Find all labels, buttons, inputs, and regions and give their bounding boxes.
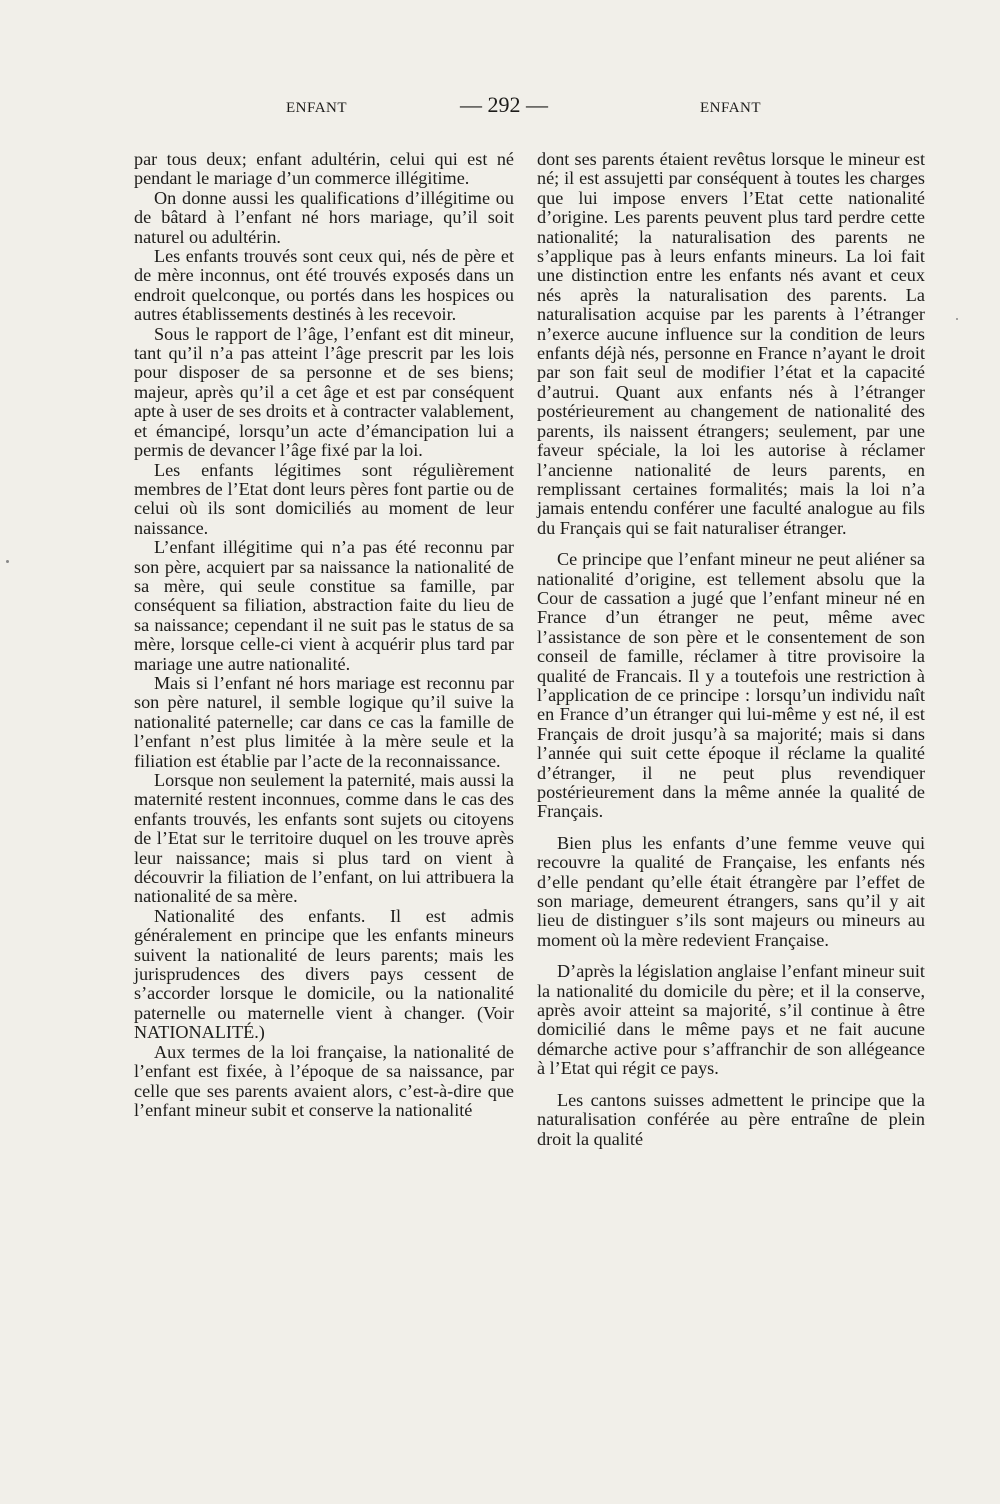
page-number: — 292 —: [460, 92, 548, 117]
right-column: [537, 150, 925, 1149]
paragraph: Sous le rapport de l’âge, l’enfant est dit mineur, tant qu’il n’a pas atteint l’âge prescrit par les lois pour disposer de sa personne et de ses biens; majeur, après qu’il a cet âge et est par conséquent apte à user de ses droits et à contracter valablement, et émancipé, lorsqu’un acte d’émancipation lui a permis de devancer l’âge fixé par la loi.: [134, 323, 514, 461]
header-left-title: ENFANT: [286, 100, 348, 116]
paper-speck: [956, 318, 958, 320]
paragraph: dont ses parents étaient revêtus lorsque le mineur est né; il est assujetti par conséquent à toutes les charges que lui impose envers l’Etat cette nationalité d’origine. Les parents peuvent plus tard perdre cette nationalité; la naturalisation des parents ne s’applique pas à leurs enfants mineurs. La loi fait une distinction entre les enfants nés avant et ceux nés après la naturalisation des parents. La naturalisation acquise par les parents à l’étranger n’exerce aucune influence sur la condition de leurs enfants déjà nés, personne en France n’ayant le droit par son fait seul de modifier l’état et la capacité d’autrui. Quant aux enfants nés à l’étranger postérieurement au changement de nationalité des parents, ils naissent étrangers; seulement, par une faveur spéciale, la loi les autorise à réclamer l’ancienne nationalité de leurs parents, en remplissant certaines formalités; mais la loi n’a jamais entendu conférer une faculté analogue au fils du Français qui se fait naturaliser étranger.: [537, 149, 925, 538]
paragraph: D’après la législation anglaise l’enfant mineur suit la nationalité du domicile du père; et il la conserve, après avoir atteint sa majorité, s’il continue à être domicilié dans le même pays et ne fait aucune démarche active pour s’affranchir de son allégeance à l’Etat qui régit ce pays.: [537, 961, 925, 1079]
paper-speck: [6, 560, 9, 563]
paragraph: par tous deux; enfant adultérin, celui qui est né pendant le mariage d’un commerce illégitime.: [134, 149, 514, 189]
paragraph: On donne aussi les qualifications d’illégitime ou de bâtard à l’enfant né hors mariage, qu’il soit naturel ou adultérin.: [134, 187, 514, 247]
paragraph: L’enfant illégitime qui n’a pas été reconnu par son père, acquiert par sa naissance la nationalité de sa mère, qui seule constitue sa famille, par conséquent sa filiation, abstraction faite du lieu de sa naissance; cependant il ne suit pas le status de sa mère, lorsque celle-ci vient à acquérir plus tard par mariage une autre nationalité.: [134, 537, 514, 674]
paragraph: Les enfants légitimes sont régulièrement membres de l’Etat dont leurs pères font partie ou de celui où ils sont domiciliés au moment de leur naissance.: [134, 459, 514, 538]
header-right-title: ENFANT: [700, 100, 762, 116]
paragraph: Bien plus les enfants d’une femme veuve qui recouvre la qualité de Française, les enfants nés d’elle pendant qu’elle était étrangère par l’effet de son mariage, demeurent étrangers, sans qu’il y ait lieu de distinguer s’ils sont majeurs ou mineurs au moment où la mère redevient Française.: [537, 832, 925, 950]
paragraph: Mais si l’enfant né hors mariage est reconnu par son père naturel, il semble logique qu’il suive la nationalité paternelle; car dans ce cas la famille de l’enfant n’est plus limitée à la mère seule et la filiation est établie par l’acte de la reconnaissance.: [134, 672, 514, 771]
paragraph: Nationalité des enfants. Il est admis généralement en principe que les enfants mineurs suivent la nationalité de leurs parents; mais les jurisprudences des divers pays cessent de s’accorder lorsque le domicile, ou la nationalité paternelle ou maternelle vient à changer. (Voir NATIONALITÉ.): [134, 905, 514, 1043]
running-header: [120, 92, 910, 126]
paragraph: Les cantons suisses admettent le principe que la naturalisation conférée au père entraîne de plein droit la qualité: [537, 1089, 925, 1149]
paragraph: Les enfants trouvés sont ceux qui, nés de père et de mère inconnus, ont été trouvés exposés dans un endroit quelconque, ou portés dans les hospices ou autres établissements destinés à les recevoir.: [134, 246, 514, 325]
paragraph: Lorsque non seulement la paternité, mais aussi la maternité restent inconnues, comme dans le cas des enfants trouvés, les enfants sont sujets ou citoyens de l’Etat sur le territoire duquel on les trouve après leur naissance; mais si plus tard on vient à découvrir la filiation de l’enfant, on lui attribuera la nationalité de sa mère.: [134, 770, 514, 907]
left-column: [134, 150, 514, 1120]
paragraph: Aux termes de la loi française, la nationalité de l’enfant est fixée, à l’époque de sa naissance, par celle que ses parents avaient alors, c’est-à-dire que l’enfant mineur subit et conserve la nationalité: [134, 1041, 514, 1120]
paragraph: Ce principe que l’enfant mineur ne peut aliéner sa nationalité d’origine, est tellement absolu que la Cour de cassation a jugé que l’enfant mineur né en France d’un étranger ne peut, même avec l’assistance de son père et le consentement de son conseil de famille, réclamer à titre provisoire la qualité de Francais. Il y a toutefois une restriction à l’application de ce principe : lorsqu’un individu naît en France d’un étranger qui lui-même y est né, il est Français de droit jusqu’à sa majorité; mais si dans l’année qui suit cette époque il réclame la qualité d’étranger, il ne peut plus revendiquer postérieurement dans la même année la qualité de Français.: [537, 549, 925, 822]
